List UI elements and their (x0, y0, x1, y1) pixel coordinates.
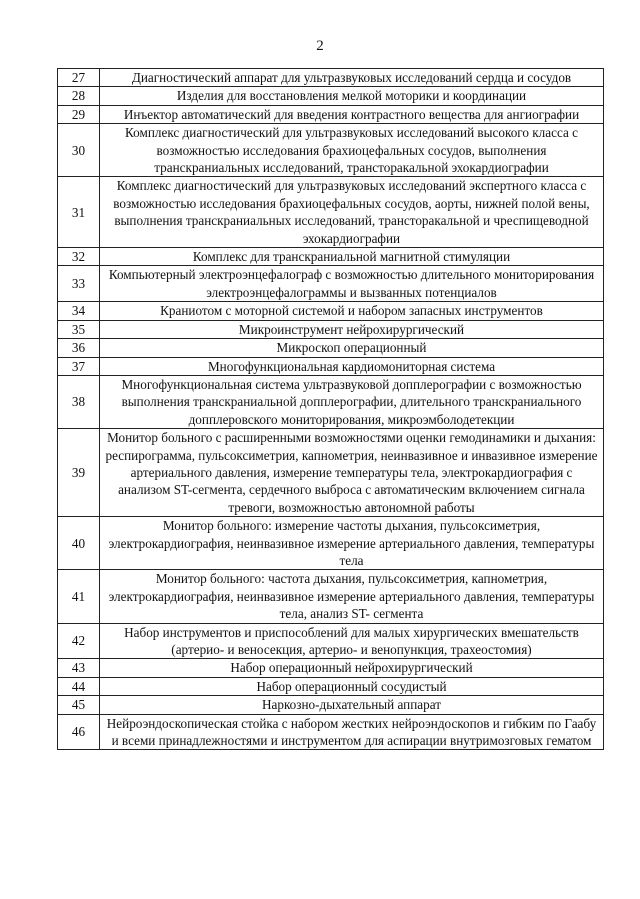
row-number: 38 (58, 375, 100, 428)
row-number: 37 (58, 357, 100, 375)
row-number: 44 (58, 677, 100, 695)
equipment-name: Многофункциональная кардиомониторная система (100, 357, 604, 375)
equipment-name: Комплекс для транскраниальной магнитной стимуляции (100, 248, 604, 266)
page-number: 2 (316, 38, 324, 54)
equipment-name: Монитор больного с расширенными возможностями оценки гемодинамики и дыхания: респирограмма, пульсоксиметрия, капнометрия, неинвазивное и инвазивное измерение артериального давления, измерение температуры тела, электрокардиография с анализом ST-сегмента, сердечного выброса с автоматическим включением сигнала тревоги, возможностью автономной работы (100, 429, 604, 517)
table-row (58, 517, 604, 570)
row-number: 29 (58, 105, 100, 123)
table-row (58, 357, 604, 375)
row-number: 43 (58, 659, 100, 677)
row-number: 45 (58, 696, 100, 714)
table-row (58, 429, 604, 517)
table-row (58, 659, 604, 677)
equipment-name: Набор операционный нейрохирургический (100, 659, 604, 677)
equipment-name: Компьютерный электроэнцефалограф с возможностью длительного мониторирования электроэнцефалограммы и вызванных потенциалов (100, 266, 604, 302)
equipment-name: Краниотом с моторной системой и набором запасных инструментов (100, 302, 604, 320)
equipment-name: Комплекс диагностический для ультразвуковых исследований экспертного класса с возможностью исследования брахиоцефальных сосудов, аорты, нижней полой вены, выполнения транскраниальных исследований, трансторакальной и чреспищеводной эхокардиографии (100, 177, 604, 248)
row-number: 34 (58, 302, 100, 320)
table-row (58, 677, 604, 695)
table-row (58, 570, 604, 623)
equipment-name: Набор операционный сосудистый (100, 677, 604, 695)
row-number: 35 (58, 320, 100, 338)
row-number: 41 (58, 570, 100, 623)
equipment-name: Монитор больного: частота дыхания, пульсоксиметрия, капнометрия, электрокардиография, неинвазивное измерение артериального давления, температуры тела, анализ ST- сегмента (100, 570, 604, 623)
equipment-name: Диагностический аппарат для ультразвуковых исследований сердца и сосудов (100, 69, 604, 87)
equipment-table-body (58, 69, 604, 750)
equipment-name: Изделия для восстановления мелкой моторики и координации (100, 87, 604, 105)
table-row (58, 87, 604, 105)
equipment-name: Микроинструмент нейрохирургический (100, 320, 604, 338)
equipment-name: Инъектор автоматический для введения контрастного вещества для ангиографии (100, 105, 604, 123)
table-row (58, 105, 604, 123)
table-row (58, 375, 604, 428)
equipment-table (57, 68, 604, 750)
table-row (58, 69, 604, 87)
row-number: 39 (58, 429, 100, 517)
row-number: 32 (58, 248, 100, 266)
equipment-name: Многофункциональная система ультразвуковой допплерографии с возможностью выполнения транскраниальной допплерографии, длительного транскраниального допплеровского мониторирования, микроэмболодетекции (100, 375, 604, 428)
table-row (58, 302, 604, 320)
equipment-name: Нейроэндоскопическая стойка с набором жестких нейроэндоскопов и гибким по Гаабу и всеми принадлежностями и инструментом для аспирации внутримозговых гематом (100, 714, 604, 750)
equipment-name: Набор инструментов и приспособлений для малых хирургических вмешательств (артерио- и веносекция, артерио- и венопункция, трахеостомия) (100, 623, 604, 659)
table-row (58, 696, 604, 714)
table-row (58, 248, 604, 266)
row-number: 27 (58, 69, 100, 87)
row-number: 31 (58, 177, 100, 248)
row-number: 33 (58, 266, 100, 302)
row-number: 30 (58, 124, 100, 177)
table-row (58, 623, 604, 659)
equipment-name: Монитор больного: измерение частоты дыхания, пульсоксиметрия, электрокардиография, неинвазивное измерение артериального давления, температуры тела (100, 517, 604, 570)
row-number: 40 (58, 517, 100, 570)
equipment-name: Комплекс диагностический для ультразвуковых исследований высокого класса с возможностью исследования брахиоцефальных сосудов, выполнения транскраниальных исследований, трансторакальной эхокардиографии (100, 124, 604, 177)
row-number: 28 (58, 87, 100, 105)
row-number: 46 (58, 714, 100, 750)
table-row (58, 339, 604, 357)
table-row (58, 124, 604, 177)
table-row (58, 177, 604, 248)
row-number: 42 (58, 623, 100, 659)
equipment-name: Наркозно-дыхательный аппарат (100, 696, 604, 714)
table-row (58, 266, 604, 302)
table-row (58, 714, 604, 750)
table-row (58, 320, 604, 338)
equipment-name: Микроскоп операционный (100, 339, 604, 357)
row-number: 36 (58, 339, 100, 357)
